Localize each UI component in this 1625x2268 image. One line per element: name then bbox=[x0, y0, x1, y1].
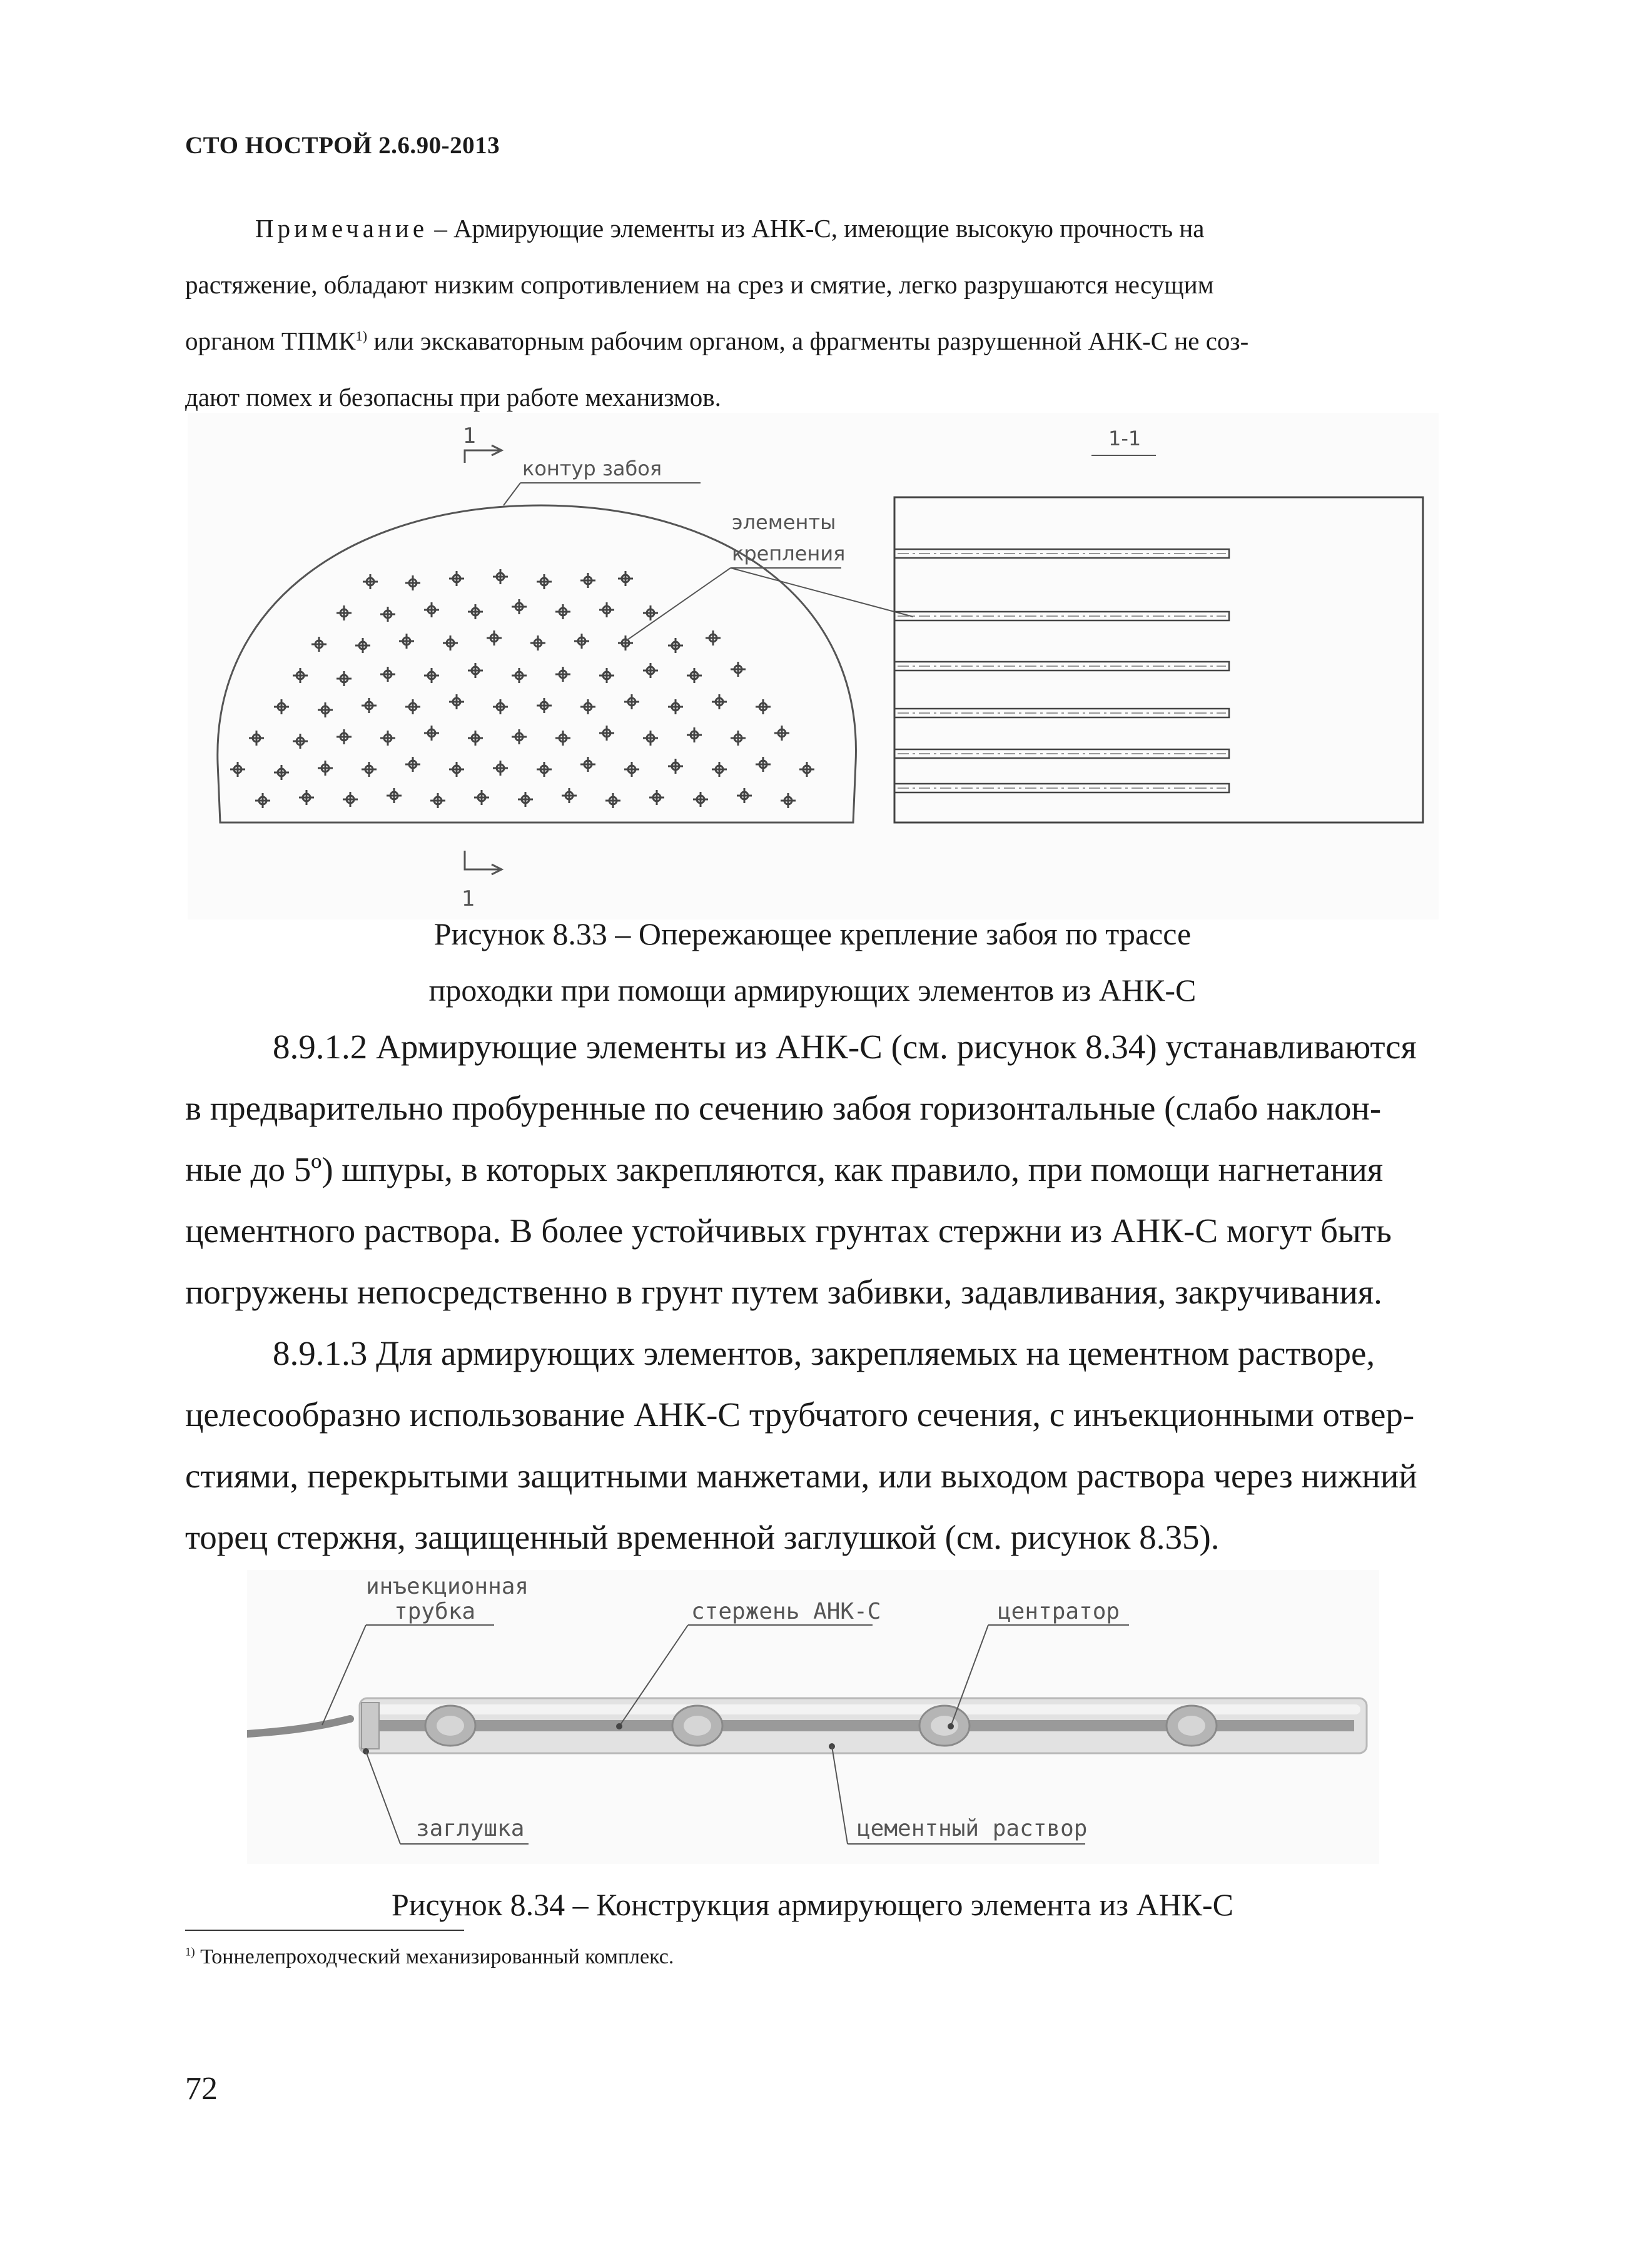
anchor-point-icon bbox=[530, 635, 545, 651]
anchor-point-icon bbox=[756, 699, 771, 714]
label-centrator: центратор bbox=[998, 1599, 1120, 1624]
anchor-point-icon bbox=[424, 726, 439, 741]
anchor-point-icon bbox=[474, 790, 489, 805]
anchor-point-icon bbox=[387, 788, 402, 803]
section-1-1-frame bbox=[894, 497, 1423, 823]
section-1-1-label: 1-1 bbox=[1108, 427, 1142, 450]
anchor-point-icon bbox=[430, 793, 445, 808]
anchor-point-icon bbox=[424, 668, 439, 683]
anchor-point-icon bbox=[362, 762, 377, 777]
anchor-point-icon bbox=[274, 765, 289, 780]
anchor-point-icon bbox=[355, 638, 370, 653]
paragraph-line: погружены непосредственно в грунт путем забивки, задавливания, закручивания. bbox=[185, 1273, 1382, 1311]
anchor-point-icon bbox=[449, 762, 464, 777]
figure-8-34-caption: Рисунок 8.34 – Конструкция армирующего элемента из АНК-С bbox=[391, 1887, 1234, 1922]
anchor-point-icon bbox=[255, 793, 270, 808]
anchor-point-icon bbox=[687, 668, 702, 683]
anchor-point-icon bbox=[555, 604, 570, 619]
label-plug: заглушка bbox=[416, 1816, 525, 1841]
anchor-point-icon bbox=[337, 729, 352, 744]
anchor-point-icon bbox=[293, 668, 308, 683]
anchor-point-icon bbox=[756, 757, 771, 772]
paragraph-line: ные до 5º) шпуры, в которых закрепляются, как правило, при помощи нагнетания bbox=[185, 1150, 1384, 1188]
anchor-point-icon bbox=[668, 759, 683, 774]
anchor-point-icon bbox=[493, 569, 508, 584]
anchor-point-icon bbox=[687, 727, 702, 742]
anchor-point-icon bbox=[468, 663, 483, 678]
anchor-point-icon bbox=[706, 630, 721, 645]
label-ank-c-rod: стержень АНК-С bbox=[691, 1599, 881, 1624]
figure-8-33-drawing bbox=[188, 413, 1439, 919]
anchor-point-icon bbox=[537, 698, 552, 713]
anchor-point-icon bbox=[337, 671, 352, 686]
anchor-point-icon bbox=[712, 762, 727, 777]
anchor-point-icon bbox=[580, 757, 595, 772]
end-plug bbox=[362, 1703, 379, 1749]
anchor-point-icon bbox=[424, 602, 439, 617]
anchor-point-icon bbox=[449, 571, 464, 586]
note-line-1: Примечание – Армирующие элементы из АНК-С, имеющие высокую прочность на bbox=[255, 214, 1205, 243]
anchor-point-icon bbox=[562, 788, 577, 803]
anchor-point-icon bbox=[668, 699, 683, 714]
anchor-point-icon bbox=[737, 788, 752, 803]
paragraph-8-9-1-3 bbox=[185, 1323, 1462, 1568]
footnote-rule bbox=[185, 1930, 464, 1931]
paragraph-line: цементного раствора. В более устойчивых грунтах стержни из АНК-С могут быть bbox=[185, 1212, 1392, 1250]
anchor-point-icon bbox=[468, 604, 483, 619]
anchor-point-icon bbox=[249, 731, 264, 746]
contour-label: контур забоя bbox=[522, 457, 662, 480]
anchor-point-icon bbox=[574, 634, 589, 649]
anchor-point-icon bbox=[618, 571, 633, 586]
anchor-point-icon bbox=[774, 726, 789, 741]
paragraph-line: 8.9.1.3 Для армирующих элементов, закрепляемых на цементном растворе, bbox=[273, 1334, 1375, 1372]
anchor-point-icon bbox=[643, 605, 658, 620]
anchor-point-icon bbox=[443, 635, 458, 651]
anchor-point-icon bbox=[362, 698, 377, 713]
anchor-point-icon bbox=[274, 699, 289, 714]
document-header: СТО НОСТРОЙ 2.6.90-2013 bbox=[185, 132, 500, 159]
anchor-point-icon bbox=[311, 637, 327, 652]
note-prefix: Примечание bbox=[255, 214, 428, 243]
anchor-point-icon bbox=[299, 790, 314, 805]
anchor-point-icon bbox=[487, 630, 502, 645]
paragraph-8-9-1-2 bbox=[185, 1016, 1462, 1323]
anchor-point-icon bbox=[405, 699, 420, 714]
anchor-point-icon bbox=[599, 602, 614, 617]
section-mark-top: 1 bbox=[463, 423, 477, 448]
anchor-point-icon bbox=[493, 761, 508, 776]
anchor-point-icon bbox=[649, 790, 664, 805]
anchor-point-icon bbox=[643, 731, 658, 746]
figure-8-34-drawing bbox=[247, 1570, 1379, 1864]
anchor-point-icon bbox=[624, 694, 639, 709]
anchor-point-icon bbox=[799, 762, 814, 777]
elements-leader-face bbox=[625, 568, 731, 641]
section-arrow-top bbox=[465, 450, 500, 463]
anchor-point-icon bbox=[493, 699, 508, 714]
paragraph-line: стиями, перекрытыми защитными манжетами, или выходом раствора через нижний bbox=[185, 1457, 1417, 1495]
anchor-point-icon bbox=[537, 574, 552, 589]
anchor-point-icon bbox=[731, 731, 746, 746]
anchor-point-icon bbox=[468, 731, 483, 746]
anchor-point-icon bbox=[781, 793, 796, 808]
note-line-2: растяжение, обладают низким сопротивлением на срез и смятие, легко разрушаются несущим bbox=[185, 270, 1214, 299]
anchor-point-icon bbox=[731, 662, 746, 677]
paragraph-line: целесообразно использование АНК-С трубчатого сечения, с инъекционными отвер- bbox=[185, 1395, 1415, 1434]
anchor-point-icon bbox=[318, 761, 333, 776]
anchor-point-icon bbox=[537, 762, 552, 777]
figure-8-33 bbox=[188, 413, 1439, 919]
anchor-point-icon bbox=[399, 634, 414, 649]
anchor-point-icon bbox=[599, 668, 614, 683]
anchor-point-icon bbox=[643, 663, 658, 678]
anchor-point-icon bbox=[668, 638, 683, 653]
anchor-point-icon bbox=[380, 607, 395, 622]
anchor-points bbox=[230, 569, 814, 808]
anchor-point-icon bbox=[599, 726, 614, 741]
anchor-point-icon bbox=[449, 694, 464, 709]
anchor-point-icon bbox=[580, 699, 595, 714]
anchor-point-icon bbox=[624, 762, 639, 777]
page-number: 72 bbox=[185, 2071, 218, 2107]
anchor-point-icon bbox=[405, 575, 420, 590]
anchor-point-icon bbox=[555, 667, 570, 682]
note-line-3: органом ТПМК$^{1)}$ или экскаваторным рабочим органом, а фрагменты разрушенной АНК-С не соз- bbox=[185, 327, 1249, 355]
anchor-point-icon bbox=[512, 668, 527, 683]
injection-tube bbox=[247, 1719, 350, 1734]
anchor-point-icon bbox=[363, 574, 378, 589]
anchor-point-icon bbox=[405, 757, 420, 772]
anchor-point-icon bbox=[380, 731, 395, 746]
anchor-point-icon bbox=[337, 605, 352, 620]
elements-label-2: крепления bbox=[732, 542, 846, 565]
anchor-point-icon bbox=[343, 792, 358, 807]
label-injection-tube-1: инъекционная bbox=[366, 1574, 529, 1599]
elements-label-1: элементы bbox=[732, 510, 836, 534]
anchor-point-icon bbox=[712, 694, 727, 709]
anchor-point-icon bbox=[230, 762, 245, 777]
paragraph-line: в предварительно пробуренные по сечению забоя горизонтальные (слабо наклон- bbox=[185, 1089, 1382, 1127]
section-mark-bottom: 1 bbox=[462, 886, 475, 911]
anchor-point-icon bbox=[318, 702, 333, 717]
label-cement-mortar: цементный раствор bbox=[857, 1816, 1088, 1841]
elements-leader-section bbox=[731, 568, 913, 617]
anchor-point-icon bbox=[380, 667, 395, 682]
figure-8-33-caption: Рисунок 8.33 – Опережающее крепление забоя по трассе проходки при помощи армирующих элементов из АНК-С bbox=[428, 916, 1197, 1008]
label-injection-tube-2: трубка bbox=[394, 1599, 476, 1624]
note-line-4: дают помех и безопасны при работе механизмов. bbox=[185, 383, 721, 412]
note-paragraph bbox=[185, 200, 1462, 425]
section-rods bbox=[894, 549, 1229, 792]
paragraph-line: торец стержня, защищенный временной заглушкой (см. рисунок 8.35). bbox=[185, 1518, 1220, 1556]
anchor-point-icon bbox=[580, 573, 595, 588]
anchor-point-icon bbox=[693, 792, 708, 807]
anchor-point-icon bbox=[293, 734, 308, 749]
footnote: $^{1)}$ Тоннелепроходческий механизированный комплекс. bbox=[185, 1945, 674, 1968]
anchor-point-icon bbox=[512, 599, 527, 614]
figure-8-34 bbox=[247, 1570, 1379, 1864]
anchor-point-icon bbox=[512, 729, 527, 744]
anchor-point-icon bbox=[555, 731, 570, 746]
paragraph-line: 8.9.1.2 Армирующие элементы из АНК-С (см. рисунок 8.34) устанавливаются bbox=[273, 1028, 1417, 1066]
anchor-point-icon bbox=[605, 793, 620, 808]
anchor-point-icon bbox=[518, 792, 533, 807]
